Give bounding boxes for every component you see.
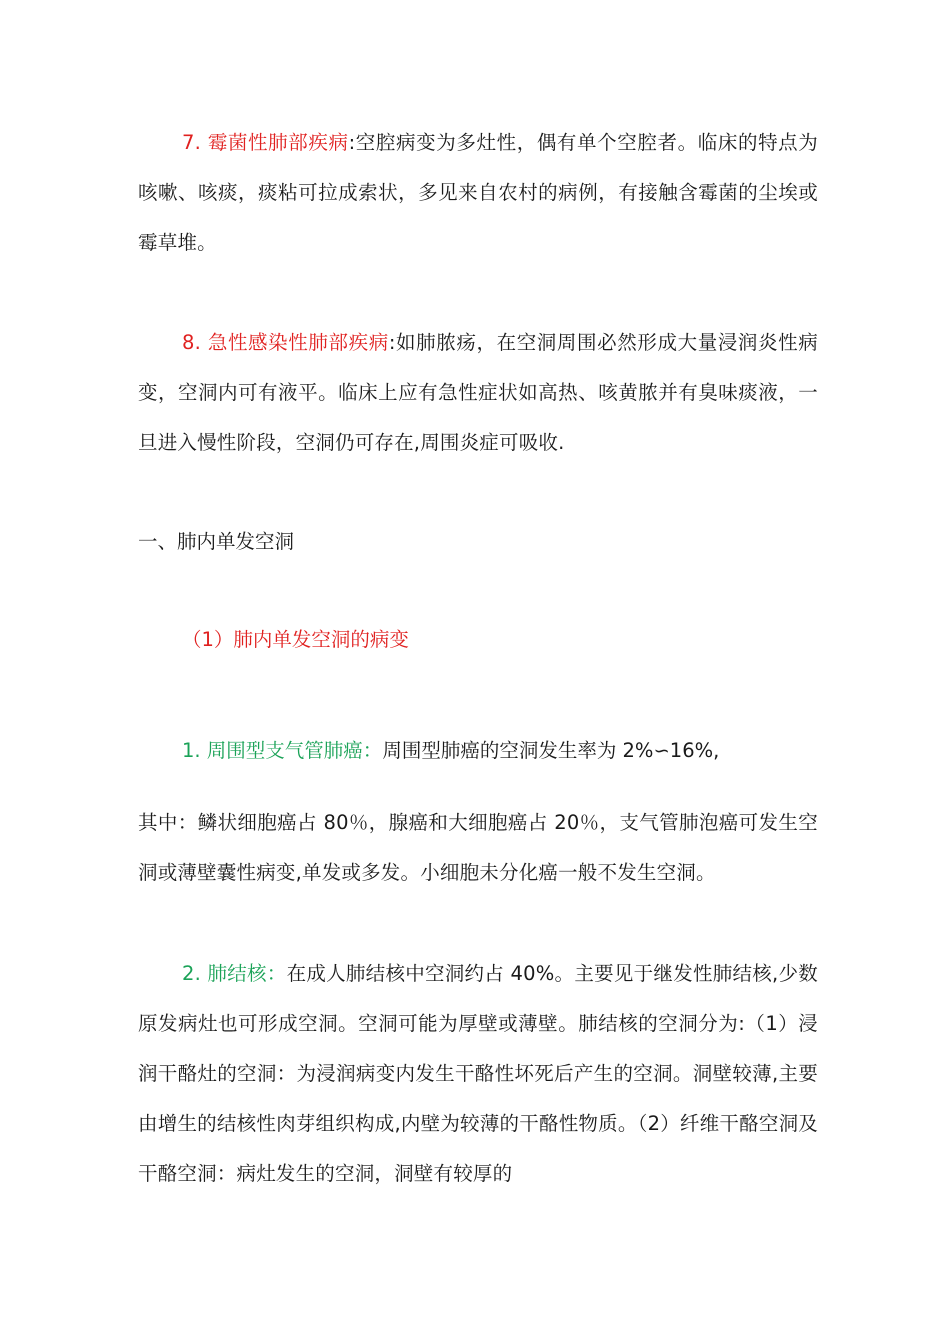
entry-body: 在成人肺结核中空洞约占 40%。主要见于继发性肺结核,少数原发病灶也可形成空洞。空洞可能为厚壁或薄壁。肺结核的空洞分为:（1）浸润干酪灶的空洞：为浸润病变内发生干酪性坏死后产生的空洞。洞壁较薄,主要由增生的结核性肉芽组织构成,内壁为较薄的干酪性物质。（2）纤维干酪空洞及干酪空洞：病灶发生的空洞，洞壁有较厚的 bbox=[138, 962, 818, 1185]
item-body: :如肺脓疡，在空洞周围必然形成大量浸润炎性病变，空洞内可有液平。临床上应有急性症状如高热、咳黄脓并有臭味痰液，一旦进入慢性阶段，空洞仍可存在,周围炎症可吸收. bbox=[138, 331, 818, 454]
paragraph-item-8 bbox=[138, 318, 818, 468]
section-subtitle: （1）肺内单发空洞的病变 bbox=[182, 628, 409, 651]
section-title: 一、肺内单发空洞 bbox=[138, 530, 295, 553]
entry-heading: 1. 周围型支气管肺癌： bbox=[182, 739, 383, 762]
item-number: 7. bbox=[182, 131, 202, 154]
item-heading: 霉菌性肺部疾病 bbox=[207, 131, 349, 154]
item-body: :空腔病变为多灶性，偶有单个空腔者。临床的特点为咳嗽、咳痰，痰粘可拉成索状，多见来自农村的病例，有接触含霉菌的尘埃或霉草堆。 bbox=[138, 131, 818, 254]
entry-1-continuation: 其中：鳞状细胞癌占 80％，腺癌和大细胞癌占 20％，支气管肺泡癌可发生空洞或薄壁囊性病变,单发或多发。小细胞未分化癌一般不发生空洞。 bbox=[138, 811, 818, 884]
item-heading: 急性感染性肺部疾病 bbox=[207, 331, 389, 354]
entry-2-paragraph bbox=[138, 949, 818, 1199]
paragraph-item-7 bbox=[138, 118, 818, 268]
entry-body: 周围型肺癌的空洞发生率为 2%∽16%, bbox=[382, 739, 720, 762]
entry-1-first-line bbox=[182, 726, 719, 776]
entry-heading: 2. 肺结核： bbox=[182, 962, 287, 985]
item-number: 8. bbox=[182, 331, 202, 354]
